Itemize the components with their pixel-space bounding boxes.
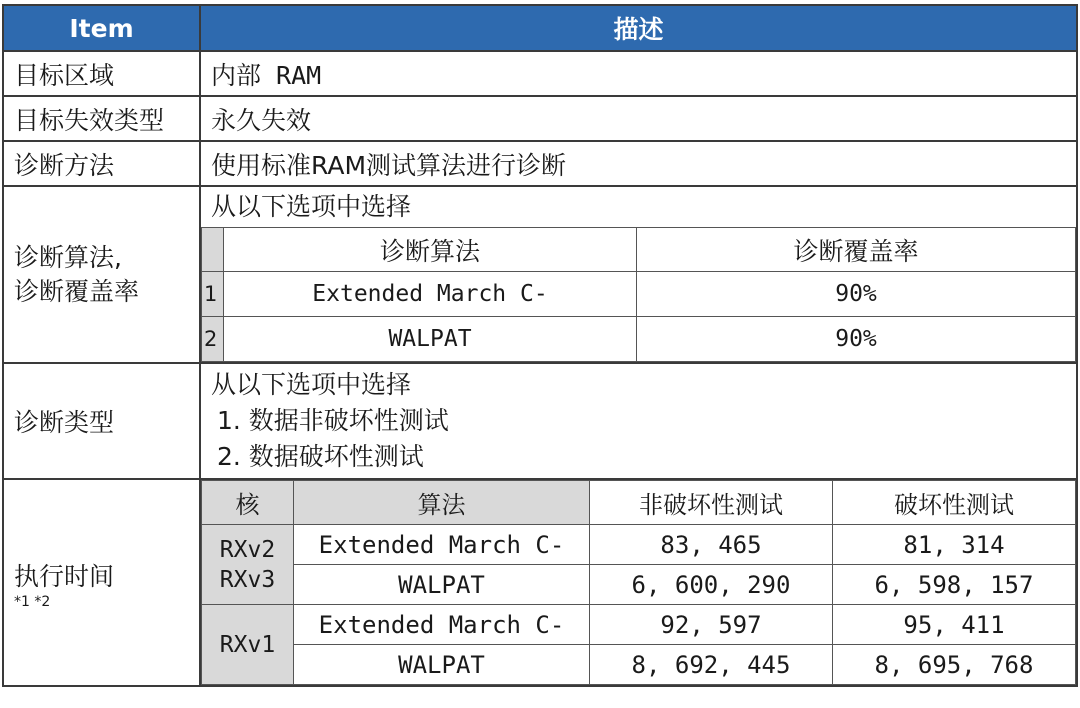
algo-coverage-table — [201, 227, 1076, 362]
exec-time-col-core: 核 — [202, 481, 294, 525]
row-diag-method — [3, 141, 1077, 186]
exec-time-header-row — [202, 481, 1076, 525]
algo-coverage-no: 2 — [202, 317, 224, 362]
table-row — [202, 525, 1076, 565]
row-target-area — [3, 51, 1077, 96]
algo-coverage-header-row — [202, 228, 1076, 272]
value-diag-method: 使用标准RAM测试算法进行诊断 — [200, 141, 1077, 186]
value-failure-type: 永久失效 — [200, 96, 1077, 141]
label-exec-time-note: *1 *2 — [14, 593, 51, 610]
exec-time-table — [201, 480, 1076, 685]
exec-time-col-algo: 算法 — [294, 481, 590, 525]
table-row — [202, 317, 1076, 362]
label-algo-coverage-line1: 诊断算法, — [14, 242, 122, 272]
header-description: 描述 — [200, 5, 1077, 51]
spec-table — [2, 4, 1078, 687]
exec-time-nondestructive: 83, 465 — [590, 525, 833, 565]
exec-time-destructive: 81, 314 — [833, 525, 1076, 565]
table-row — [202, 645, 1076, 685]
algo-coverage-algo: Extended March C- — [224, 272, 637, 317]
label-exec-time-text: 执行时间 — [14, 561, 115, 591]
value-diag-type — [200, 363, 1077, 479]
exec-time-nondestructive: 6, 600, 290 — [590, 565, 833, 605]
spec-table-container — [2, 4, 1076, 687]
diag-type-option-1: 1. 数据非破坏性测试 — [217, 406, 449, 435]
algo-coverage-cov: 90% — [637, 317, 1076, 362]
algo-coverage-col-cov: 诊断覆盖率 — [637, 228, 1076, 272]
core-group-1-line1: RXv2 — [219, 536, 276, 563]
label-algo-coverage-line2: 诊断覆盖率 — [14, 276, 140, 306]
table-header-row — [3, 5, 1077, 51]
label-exec-time — [3, 479, 200, 686]
exec-time-destructive: 95, 411 — [833, 605, 1076, 645]
algo-coverage-cov: 90% — [637, 272, 1076, 317]
exec-time-algo: WALPAT — [294, 565, 590, 605]
exec-time-col-destructive: 破坏性测试 — [833, 481, 1076, 525]
exec-time-nondestructive: 92, 597 — [590, 605, 833, 645]
table-row — [202, 605, 1076, 645]
exec-time-algo: WALPAT — [294, 645, 590, 685]
exec-time-nondestructive: 8, 692, 445 — [590, 645, 833, 685]
row-failure-type — [3, 96, 1077, 141]
label-diag-type: 诊断类型 — [3, 363, 200, 479]
exec-time-destructive: 8, 695, 768 — [833, 645, 1076, 685]
exec-time-destructive: 6, 598, 157 — [833, 565, 1076, 605]
label-diag-method: 诊断方法 — [3, 141, 200, 186]
exec-time-core-group-2 — [202, 605, 294, 685]
algo-coverage-col-algo: 诊断算法 — [224, 228, 637, 272]
exec-time-algo: Extended March C- — [294, 605, 590, 645]
row-diag-type — [3, 363, 1077, 479]
exec-time-core-group-1 — [202, 525, 294, 605]
exec-time-col-nondestructive: 非破坏性测试 — [590, 481, 833, 525]
value-exec-time — [200, 479, 1077, 686]
algo-coverage-algo: WALPAT — [224, 317, 637, 362]
value-algo-coverage — [200, 186, 1077, 363]
value-target-area: 内部 RAM — [200, 51, 1077, 96]
algo-coverage-intro: 从以下选项中选择 — [211, 192, 412, 221]
table-row — [202, 272, 1076, 317]
diag-type-option-2: 2. 数据破坏性测试 — [217, 442, 424, 471]
algo-coverage-no: 1 — [202, 272, 224, 317]
core-group-2-line1: RXv1 — [219, 631, 276, 658]
exec-time-algo: Extended March C- — [294, 525, 590, 565]
label-target-area: 目标区域 — [3, 51, 200, 96]
diag-type-intro: 从以下选项中选择 — [211, 370, 412, 399]
algo-coverage-num-header — [202, 228, 224, 272]
table-row — [202, 565, 1076, 605]
core-group-1-line2: RXv3 — [219, 566, 276, 593]
label-failure-type: 目标失效类型 — [3, 96, 200, 141]
row-exec-time — [3, 479, 1077, 686]
row-algo-coverage — [3, 186, 1077, 363]
header-item: Item — [3, 5, 200, 51]
label-algo-coverage — [3, 186, 200, 363]
